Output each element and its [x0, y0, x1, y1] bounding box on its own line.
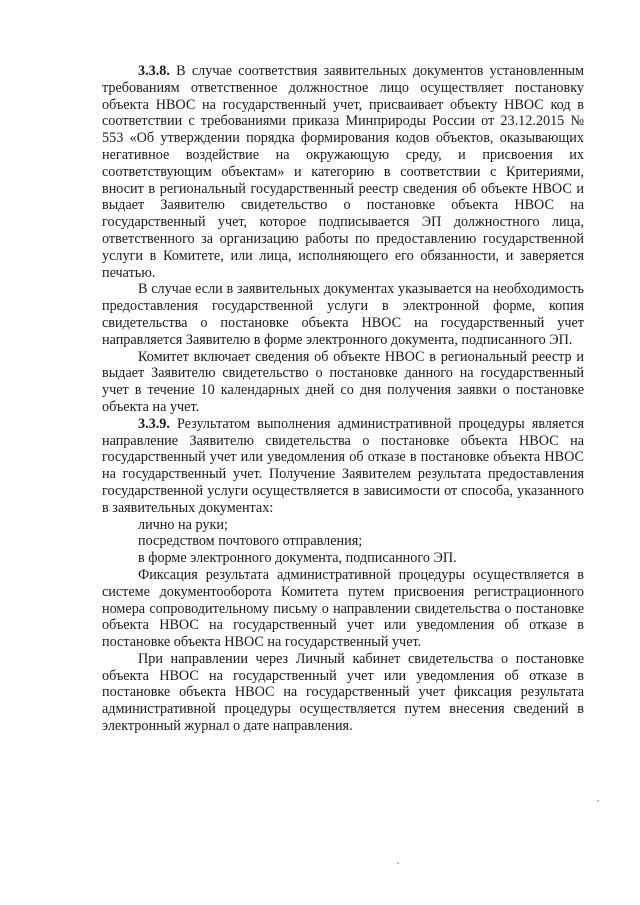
- paragraph-result-fixation: [102, 567, 584, 651]
- list-item: посредством почтового отправления;: [138, 533, 363, 550]
- list-item: в форме электронного документа, подписанного ЭП.: [138, 550, 457, 567]
- scan-speck: [397, 862, 399, 864]
- paragraph-electronic-form: [102, 281, 584, 348]
- paragraph-3-3-9: [102, 416, 584, 517]
- paragraph-3-3-8: [102, 63, 584, 281]
- list-item: лично на руки;: [138, 516, 228, 533]
- clause-number: 3.3.8.: [138, 63, 170, 79]
- paragraph-text: В случае соответствия заявительных документов установленным требованиям ответственное должностное лицо осуществляет постановку объекта НВОС на государственный учет, присваивает объекту НВОС код в соответствии с требованиями приказа Минприроды России от 23.12.2015 № 553 «Об утверждении порядка формирования кодов объектов, оказывающих негативное воздействие на окружающую среду, и присвоения их соответствующим объектам» и категорию в соответствии с Критериями, вносит в региональный государственный реестр сведения об объекте НВОС и выдает Заявителю свидетельство о постановке объекта НВОС на государственный учет, которое подписывается ЭП должностного лица, ответственного за организацию работы по предоставлению государственной услуги в Комитете, или лица, исполняющего его обязанности, и заверяется печатью.: [102, 63, 584, 281]
- paragraph-text: В случае если в заявительных документах указывается на необходимость предоставления государственной услуги в электронной форме, копия свидетельства о постановке объекта НВОС на государственный учет направляется Заявителю в форме электронного документа, подписанного ЭП.: [102, 281, 584, 348]
- paragraph-personal-cabinet: [102, 651, 584, 735]
- paragraph-text: При направлении через Личный кабинет свидетельства о постановке объекта НВОС на государственный учет или уведомления об отказе в постановке объекта НВОС на государственный учет фиксация результата административной процедуры осуществляется путем внесения сведений в электронный журнал о дате направления.: [102, 650, 584, 735]
- clause-number: 3.3.9.: [138, 415, 170, 432]
- scan-speck: [597, 800, 599, 802]
- paragraph-text: Результатом выполнения административной процедуры является направление Заявителю свидетельства о постановке объекта НВОС на государственный учет или уведомления об отказе в постановке объекта НВОС на государственный учет. Получение Заявителем результата предоставления государственной услуги осуществляется в зависимости от способа, указанного в заявительных документах:: [102, 415, 584, 516]
- paragraph-registry-inclusion: [102, 349, 584, 416]
- paragraph-text: Комитет включает сведения об объекте НВОС в региональный реестр и выдает Заявителю свидетельство о постановке данного на государственный учет в течение 10 календарных дней со дня получения заявки о постановке объекта на учет.: [102, 348, 584, 415]
- paragraph-text: Фиксация результата административной процедуры осуществляется в системе документооборота Комитета путем присвоения регистрационного номера сопроводительному письму о направлении свидетельства о постановке объекта НВОС на государственный учет или уведомления об отказе в постановке объекта НВОС на государственный учет.: [102, 566, 584, 651]
